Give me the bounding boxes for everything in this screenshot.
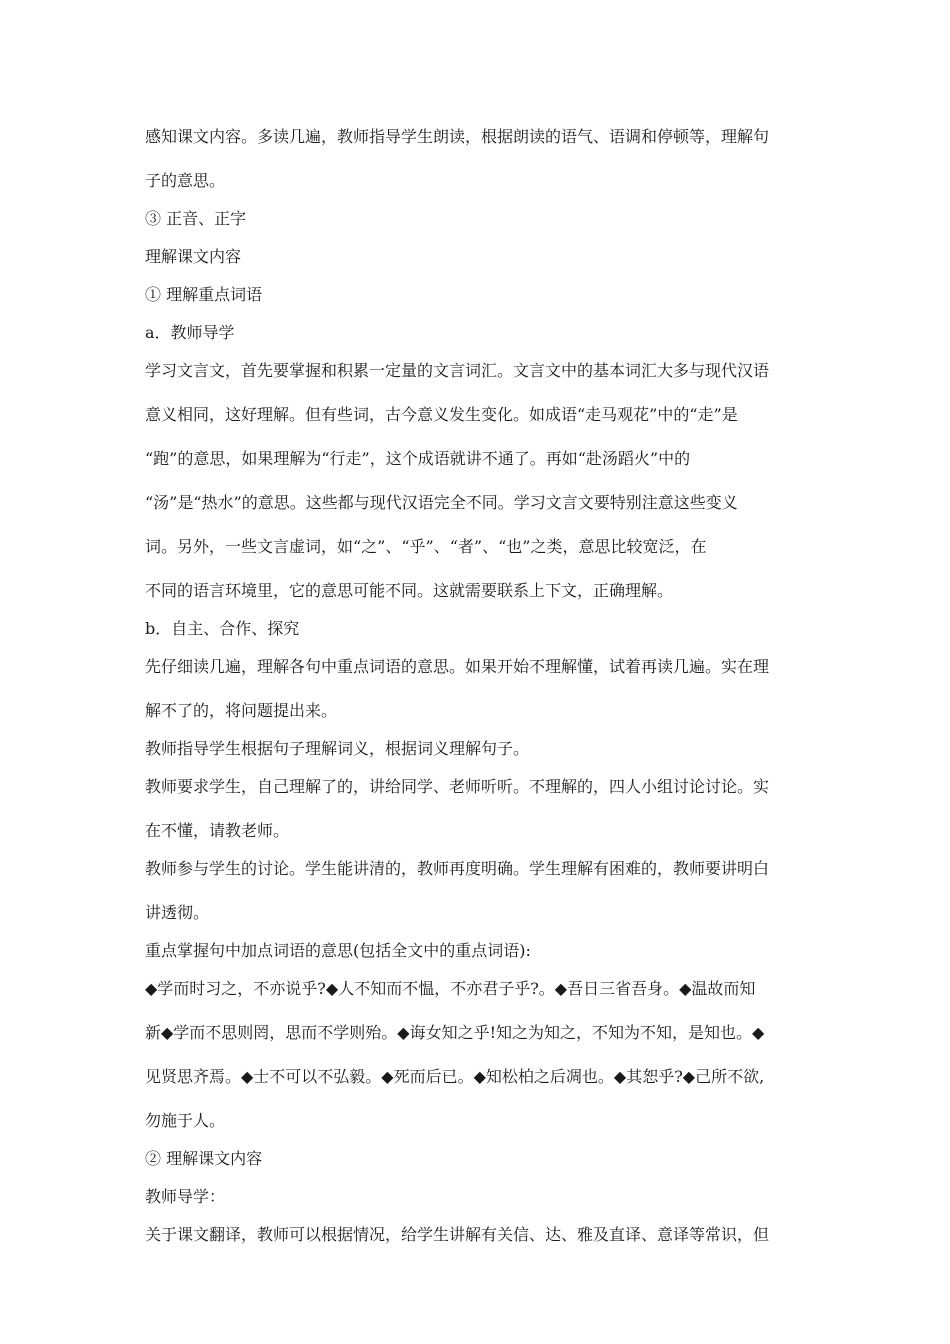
- text-line: 关于课文翻译，教师可以根据情况，给学生讲解有关信、达、雅及直译、意译等常识，但: [145, 1225, 770, 1244]
- text-line: ◆学而时习之，不亦说乎?◆人不知而不愠，不亦君子乎?。◆吾日三省吾身。◆温故而知: [145, 979, 756, 998]
- subheading: [145, 616, 807, 642]
- paragraph: [145, 938, 807, 964]
- section-heading: [145, 244, 807, 270]
- subheading: [145, 1184, 807, 1210]
- text-line: 不同的语言环境里，它的意思可能不同。这就需要联系上下文，正确理解。: [145, 581, 674, 600]
- paragraph: [145, 358, 807, 604]
- text-line: 见贤思齐焉。◆士不可以不弘毅。◆死而后已。◆知松柏之后凋也。◆其恕乎?◆己所不欲,: [145, 1067, 765, 1086]
- text-line: 感知课文内容。多读几遍，教师指导学生朗读，根据朗读的语气、语调和停顿等，理解句: [145, 127, 770, 146]
- paragraph: [145, 1222, 807, 1248]
- subheading: [145, 206, 807, 232]
- text-line: 学习文言文，首先要掌握和积累一定量的文言词汇。文言文中的基本词汇大多与现代汉语: [145, 361, 770, 380]
- text-line: ② 理解课文内容: [145, 1149, 263, 1168]
- text-line: 在不懂，请教老师。: [145, 821, 290, 840]
- text-line: ① 理解重点词语: [145, 285, 263, 304]
- text-line: 勿施于人。: [145, 1111, 226, 1130]
- text-line: “跑”的意思，如果理解为“行走”，这个成语就讲不通了。再如“赴汤蹈火”中的: [145, 449, 691, 468]
- text-line: 意义相同，这好理解。但有些词，古今意义发生变化。如成语“走马观花”中的“走”是: [145, 405, 738, 424]
- text-line: 教师指导学生根据句子理解词义，根据词义理解句子。: [145, 739, 530, 758]
- paragraph: [145, 654, 807, 724]
- subheading: [145, 282, 807, 308]
- quote-list: [145, 976, 807, 1134]
- text-line: “汤”是“热水”的意思。这些都与现代汉语完全不同。学习文言文要特别注意这些变义: [145, 493, 738, 512]
- text-line: ③ 正音、正字: [145, 209, 247, 228]
- subheading: [145, 320, 807, 346]
- paragraph: [145, 736, 807, 762]
- text-line: b．自主、合作、探究: [145, 619, 300, 638]
- text-line: 解不了的，将问题提出来。: [145, 701, 338, 720]
- text-line: 词。另外，一些文言虚词，如“之”、“乎”、“者”、“也”之类，意思比较宽泛，在: [145, 537, 707, 556]
- text-line: 教师导学：: [145, 1187, 226, 1206]
- document-body: [145, 124, 807, 1260]
- text-line: a．教师导学: [145, 323, 235, 342]
- subheading: [145, 1146, 807, 1172]
- paragraph: [145, 774, 807, 844]
- paragraph: [145, 856, 807, 926]
- text-line: 教师参与学生的讨论。学生能讲清的，教师再度明确。学生理解有困难的，教师要讲明白: [145, 859, 770, 878]
- text-line: 先仔细读几遍，理解各句中重点词语的意思。如果开始不理解懂，试着再读几遍。实在理: [145, 657, 770, 676]
- paragraph: [145, 124, 807, 194]
- text-line: 教师要求学生，自己理解了的，讲给同学、老师听听。不理解的，四人小组讨论讨论。实: [145, 777, 770, 796]
- text-line: 子的意思。: [145, 171, 226, 190]
- text-line: 讲透彻。: [145, 903, 210, 922]
- text-line: 理解课文内容: [145, 247, 242, 266]
- text-line: 新◆学而不思则罔，思而不学则殆。◆诲女知之乎!知之为知之，不知为不知，是知也。◆: [145, 1023, 765, 1042]
- text-line: 重点掌握句中加点词语的意思(包括全文中的重点词语):: [145, 941, 531, 960]
